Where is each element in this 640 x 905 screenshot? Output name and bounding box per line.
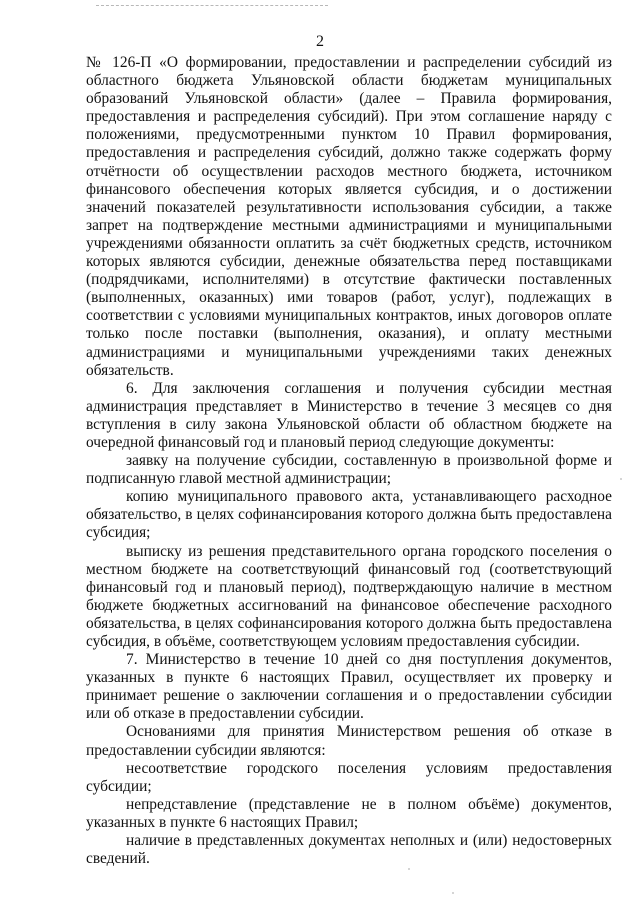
- document-body: [86, 54, 612, 868]
- scan-speck: [408, 868, 410, 870]
- list-item-nonconformity: несоответствие городского поселения условиям предоставления субсидии;: [86, 759, 612, 795]
- list-item-incomplete-documents: непредставление (представление не в полном объёме) документов, указанных в пункте 6 настоящих Правил;: [86, 795, 612, 831]
- list-item-unreliable-information: наличие в представленных документах неполных и (или) недостоверных сведений.: [86, 832, 612, 868]
- list-item-application: заявку на получение субсидии, составленную в произвольной форме и подписанную главой местной администрации;: [86, 452, 612, 488]
- list-item-budget-extract: выписку из решения представительного органа городского поселения о местном бюджете на соответствующий финансовый год (соответствующий финансовый год и плановый период), подтверждающую наличие в местном бюджете бюджетных ассигнований на финансовое обеспечение расходного обязательства, в целях софинансирования которого должна быть предоставлена субсидия, в объёме, соответствующем условиям предоставления субсидии.: [86, 542, 612, 650]
- paragraph: № 126-П «О формировании, предоставлении и распределении субсидий из областного бюджета Ульяновской области бюджетам муниципальных образований Ульяновской области» (далее – Правила формирования, предоставления и распределения субсидий). При этом соглашение наряду с положениями, предусмотренными пунктом 10 Правил формирования, предоставления и распределения субсидий, должно также содержать форму отчётности об осуществлении расходов местного бюджета, источником финансового обеспечения которых является субсидия, и о достижении значений показателей результативности использования субсидии, а также запрет на подтверждение местными администрациями и муниципальными учреждениями обязанности оплатить за счёт бюджетных средств, источником которых являются субсидии, денежные обязательства перед поставщиками (подрядчиками, исполнителями) в отсутствие фактически поставленных (выполненных, оказанных) ими товаров (работ, услуг), подлежащих в соответствии с условиями муниципальных контрактов, иных договоров оплате только после поставки (выполнения, оказания), и оплату местными администрациями и муниципальными учреждениями таких денежных обязательств.: [86, 54, 612, 379]
- paragraph-item-6: 6. Для заключения соглашения и получения субсидии местная администрация представляет в Министерство в течение 3 месяцев со дня вступления в силу закона Ульяновской области об областном бюджете на очередной финансовый год и плановый период следующие документы:: [86, 379, 612, 451]
- scan-speck: [620, 478, 622, 480]
- scan-speck: [452, 892, 454, 894]
- scan-header-line: [96, 5, 328, 6]
- list-item-legal-act-copy: копию муниципального правового акта, устанавливающего расходное обязательство, в целях софинансирования которого должна быть предоставлена субсидия;: [86, 488, 612, 542]
- page-number: 2: [316, 33, 324, 50]
- paragraph-refusal-grounds: Основаниями для принятия Министерством решения об отказе в предоставлении субсидии являются:: [86, 723, 612, 759]
- paragraph-item-7: 7. Министерство в течение 10 дней со дня поступления документов, указанных в пункте 6 настоящих Правил, осуществляет их проверку и принимает решение о заключении соглашения и о предоставлении субсидии или об отказе в предоставлении субсидии.: [86, 651, 612, 723]
